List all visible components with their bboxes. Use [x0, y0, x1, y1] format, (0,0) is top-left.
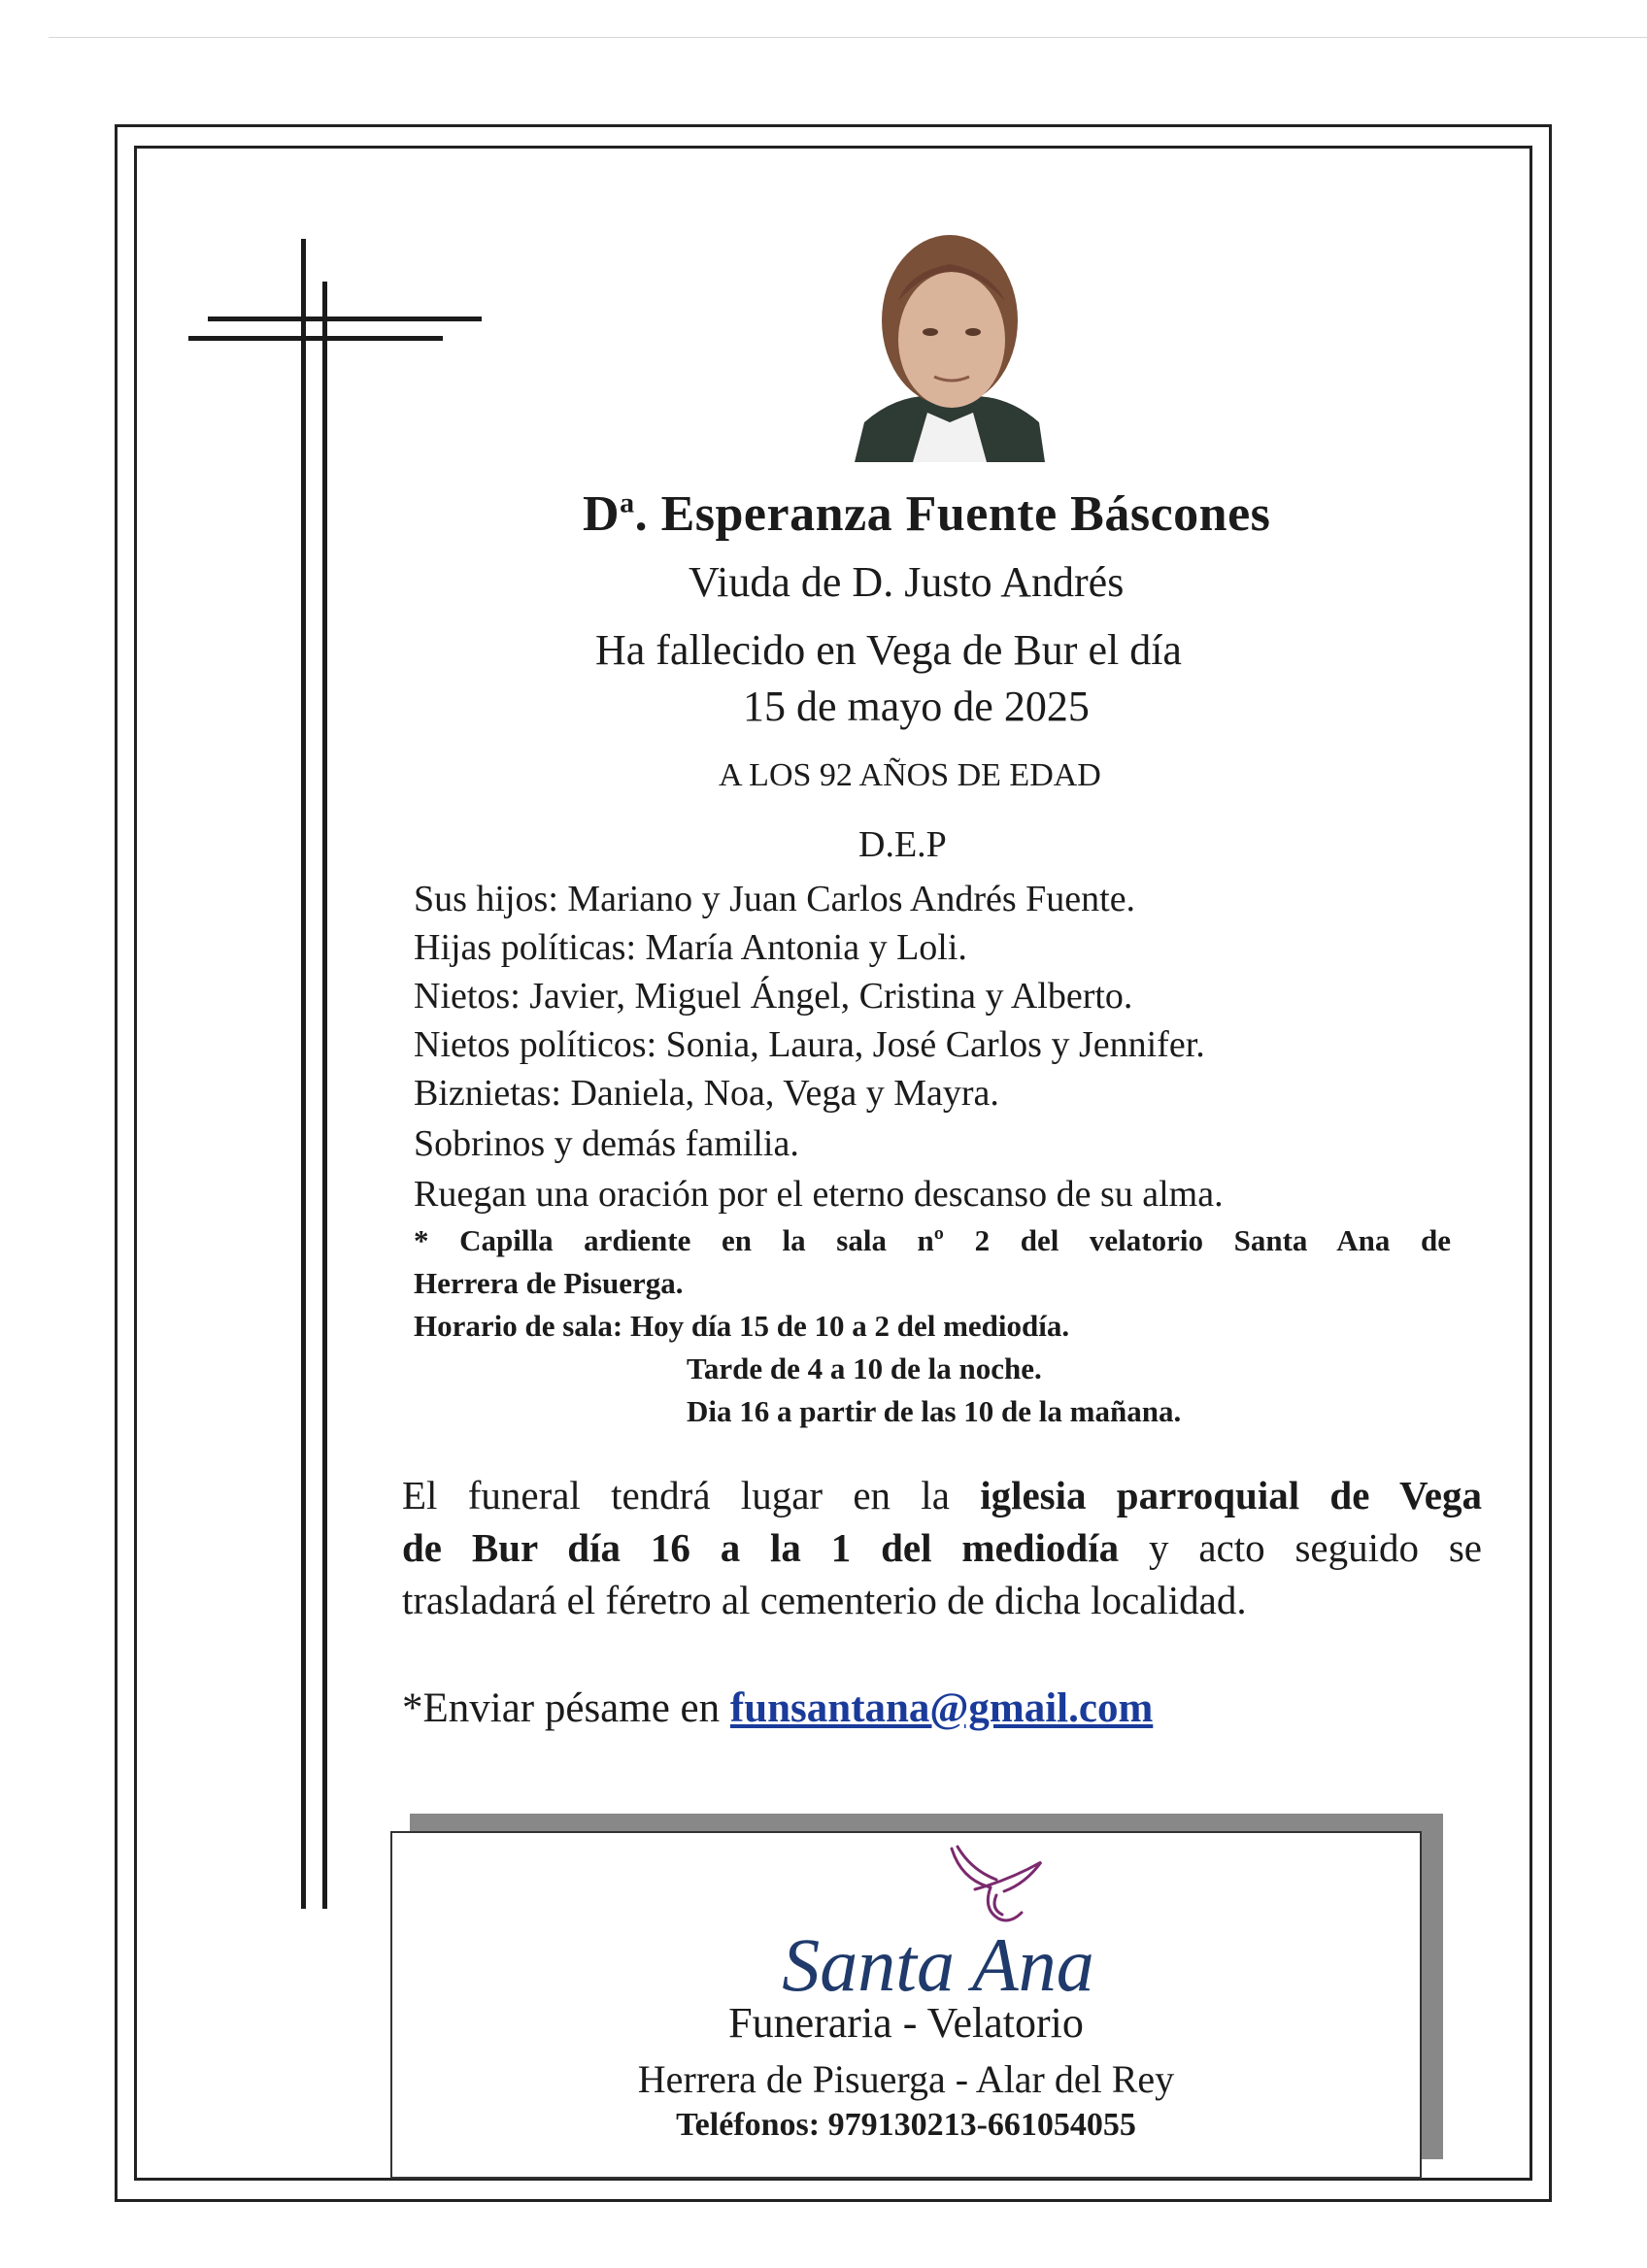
- portrait-photo: [845, 214, 1055, 462]
- funeral-home-phones: Teléfonos: 979130213-661054055: [676, 2107, 1136, 2143]
- death-date: 15 de mayo de 2025: [743, 683, 1090, 730]
- family-line: Sobrinos y demás familia.: [414, 1123, 799, 1164]
- widow-line: Viuda de D. Justo Andrés: [689, 558, 1125, 606]
- hours-line-3: Dia 16 a partir de las 10 de la mañana.: [687, 1394, 1182, 1428]
- family-line: Nietos políticos: Sonia, Laura, José Carlos y Jennifer.: [414, 1024, 1205, 1065]
- funeral-home-subtitle: Funeraria - Velatorio: [728, 1999, 1084, 2047]
- family-line: Sus hijos: Mariano y Juan Carlos Andrés Fuente.: [414, 879, 1136, 919]
- funeral-line-3: trasladará el féretro al cementerio de dicha localidad.: [402, 1578, 1247, 1622]
- box-shadow-right: [1422, 1814, 1443, 2159]
- scan-edge-line: [49, 37, 1647, 38]
- prayer-line: Ruegan una oración por el eterno descanso de su alma.: [414, 1174, 1224, 1215]
- family-line: Biznietas: Daniela, Noa, Vega y Mayra.: [414, 1073, 999, 1114]
- death-place-line: Ha fallecido en Vega de Bur el día: [595, 626, 1182, 674]
- brand-text: Santa Ana: [782, 1922, 1094, 2007]
- funeral-line-2: de Bur día 16 a la 1 del mediodía y acto seguido se: [402, 1525, 1483, 1570]
- email-link[interactable]: funsantana@gmail.com: [729, 1685, 1154, 1731]
- chapel-line-1: * Capilla ardiente en la sala nº 2 del velatorio Santa Ana de: [414, 1223, 1451, 1257]
- condolence-line: *Enviar pésame en funsantana@gmail.com: [402, 1685, 1154, 1731]
- family-line: Nietos: Javier, Miguel Ángel, Cristina y Alberto.: [414, 976, 1133, 1017]
- age-line: A LOS 92 AÑOS DE EDAD: [719, 757, 1101, 793]
- chapel-line-2: Herrera de Pisuerga.: [414, 1266, 684, 1300]
- hours-line-1: Horario de sala: Hoy día 15 de 10 a 2 del mediodía.: [414, 1309, 1070, 1343]
- deceased-name: $D^a$. Esperanza Fuente Báscones: [583, 486, 1271, 542]
- funeral-home-locations: Herrera de Pisuerga - Alar del Rey: [637, 2057, 1175, 2101]
- dep-line: D.E.P: [858, 824, 947, 865]
- family-line: Hijas políticas: María Antonia y Loli.: [414, 927, 967, 968]
- funeral-line-1: El funeral tendrá lugar en la iglesia parroquial de Vega: [402, 1473, 1482, 1518]
- hours-line-2: Tarde de 4 a 10 de la noche.: [687, 1351, 1042, 1385]
